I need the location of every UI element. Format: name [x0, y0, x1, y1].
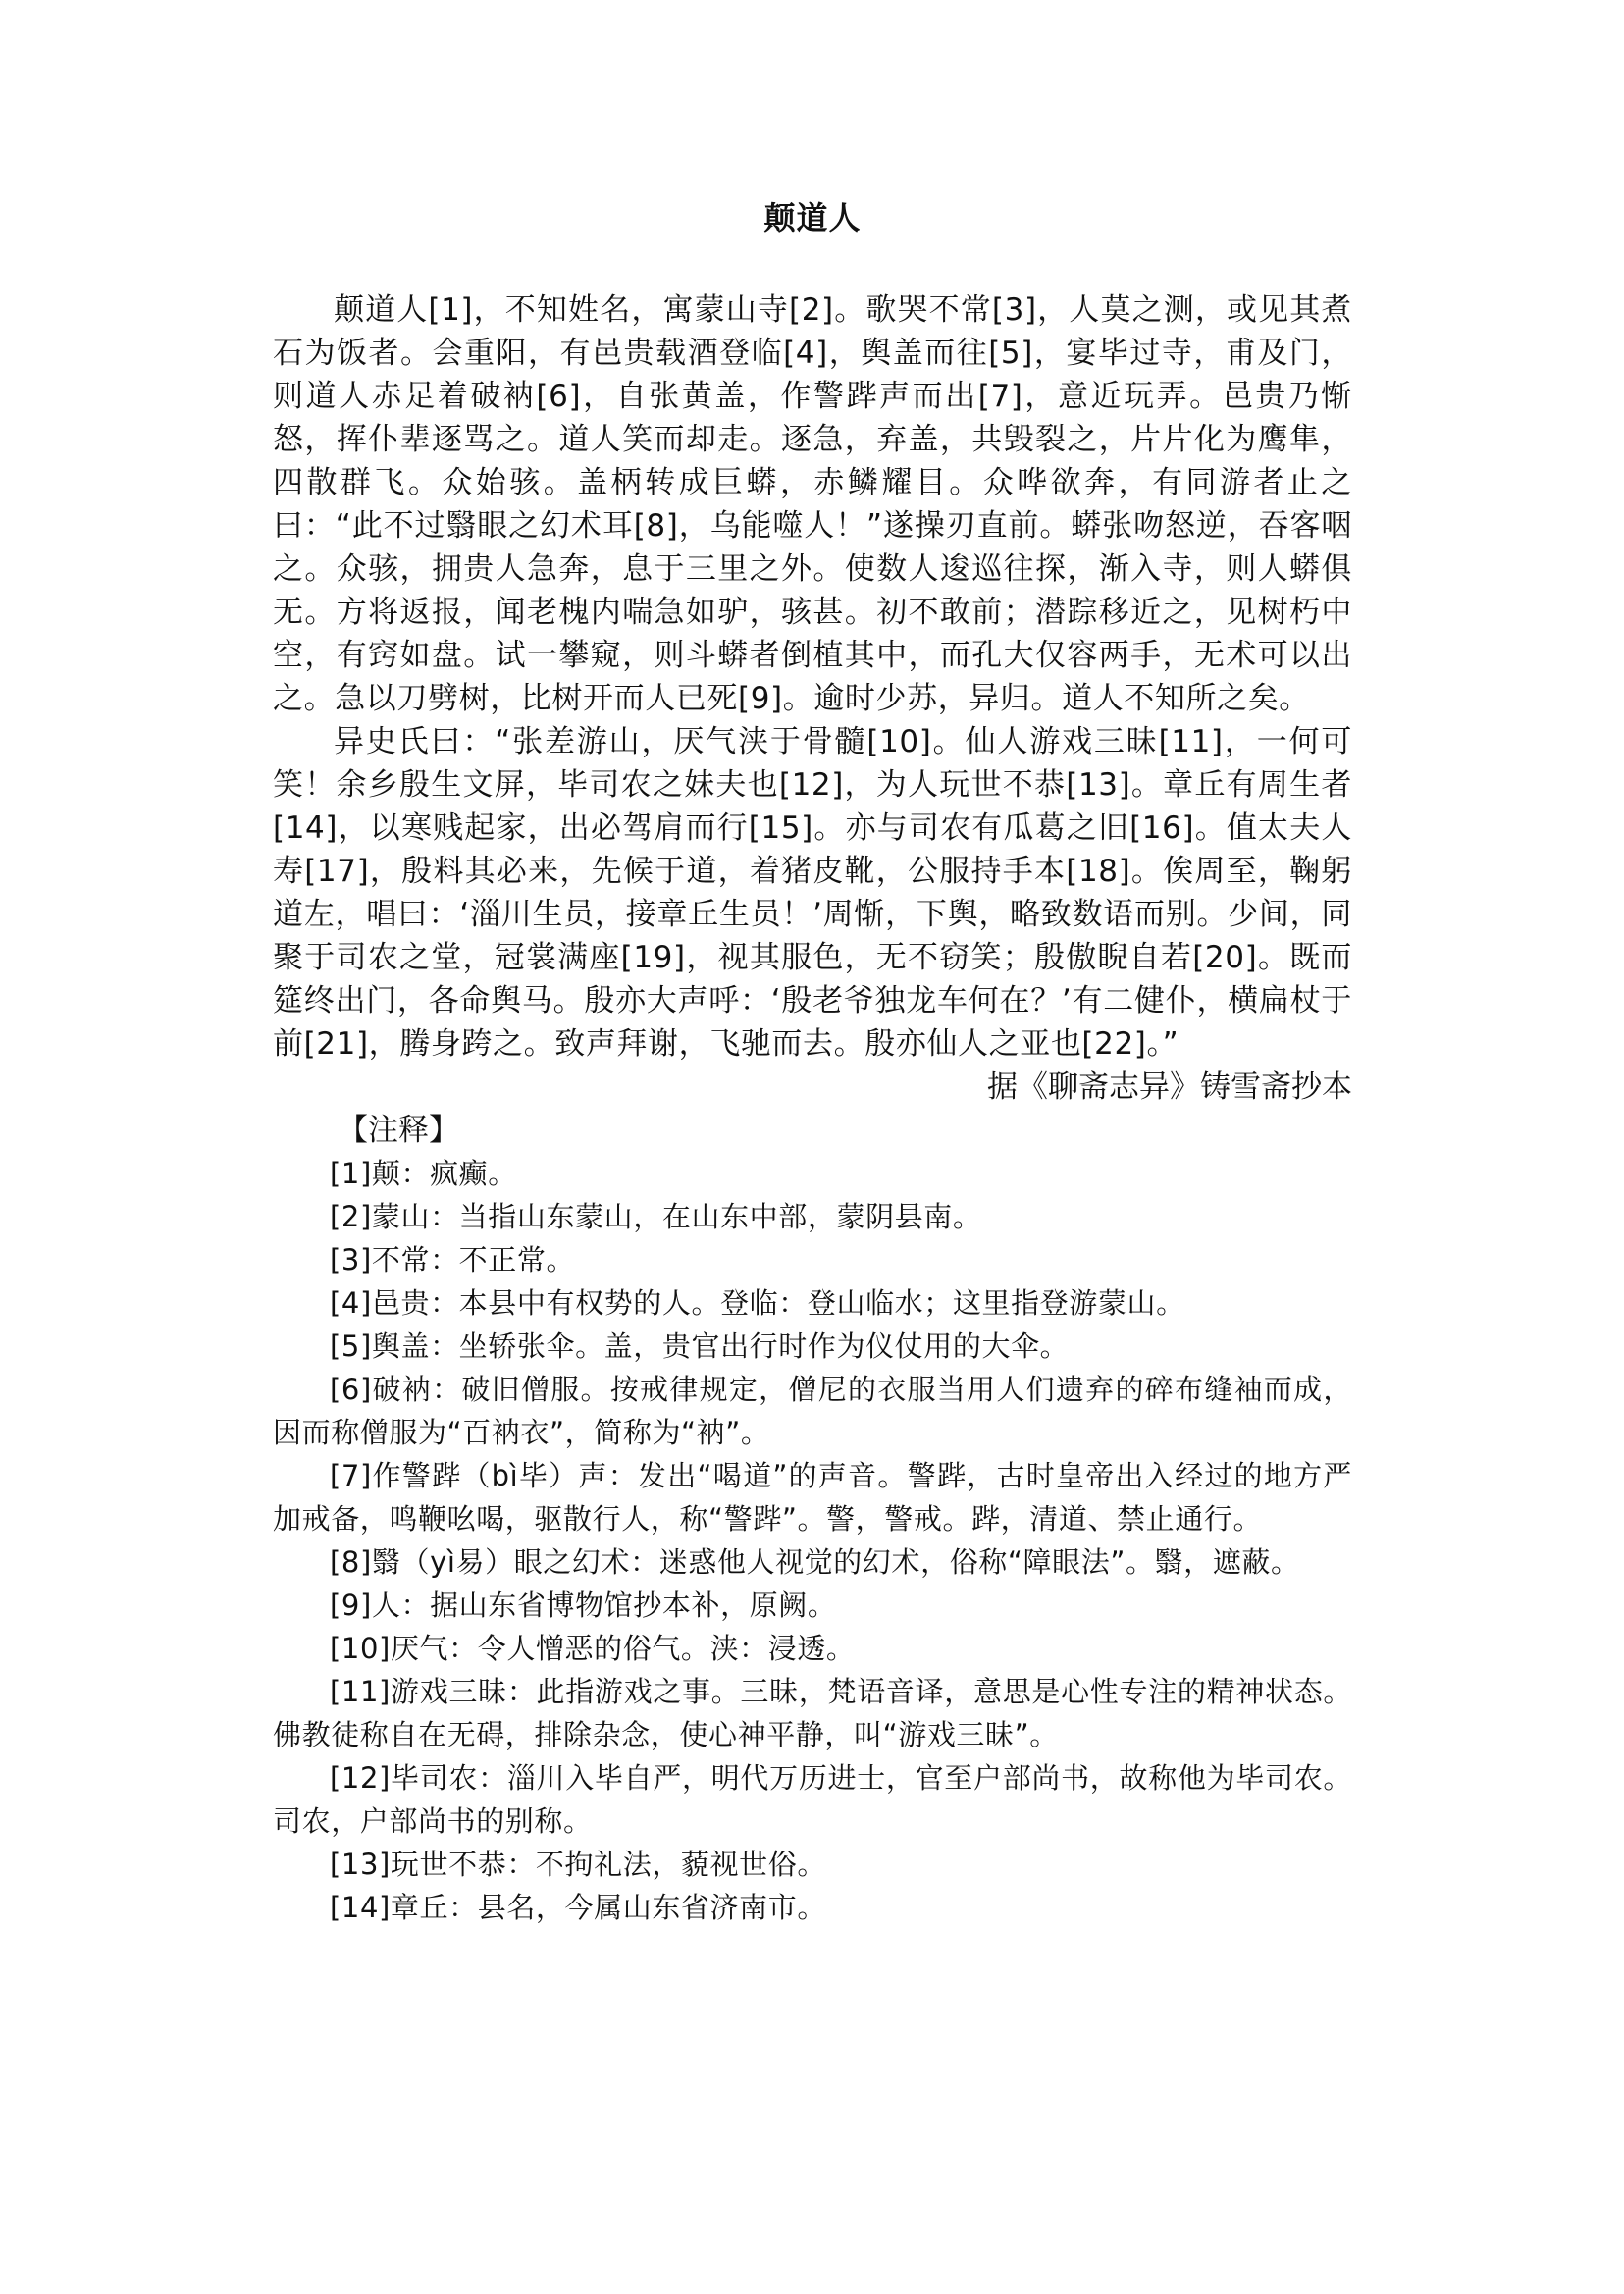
note-item: [9]人：据山东省博物馆抄本补，原阙。	[330, 1589, 837, 1622]
commentary-paragraph: 异史氏曰：“张差游山，厌气浃于骨髓[10]。仙人游戏三昧[11]，一何可笑！余乡殷生文屏，毕司农之妹夫也[12]，为人玩世不恭[13]。章丘有周生者[14]，以寒贱起家，出必驾肩而行[15]。亦与司农有瓜葛之旧[16]。值太夫人寿[17]，殷料其必来，先候于道，着猪皮靴，公服持手本[18]。俟周至，鞠躬道左，唱曰：‘淄川生员，接章丘生员！’周惭，下舆，略致数语而别。少间，同聚于司农之堂，冠裳满座[19]，视其服色，无不窃笑；殷傲睨自若[20]。既而筵终出门，各命舆马。殷亦大声呼：‘殷老爷独龙车何在？’有二健仆，横扁杖于前[21]，腾身跨之。致声拜谢，飞驰而去。殷亦仙人之亚也[22]。”	[273, 724, 1352, 1062]
note-item: [11]游戏三昧：此指游戏之事。三昧，梵语音译，意思是心性专注的精神状态。佛教徒称自在无碍，排除杂念，使心神平静，叫“游戏三昧”。	[273, 1675, 1352, 1751]
source-citation: 据《聊斋志异》铸雪斋抄本	[987, 1069, 1352, 1105]
notes-list	[273, 1152, 1352, 1929]
note-item: [10]厌气：令人憎恶的俗气。浃：浸透。	[330, 1632, 856, 1665]
document-title: 颠道人	[763, 199, 862, 236]
note-item: [1]颠：疯癫。	[330, 1157, 517, 1190]
note-item: [8]翳（yì易）眼之幻术：迷惑他人视觉的幻术，俗称“障眼法”。翳，遮蔽。	[330, 1545, 1300, 1579]
note-item: [5]舆盖：坐轿张伞。盖，贵官出行时作为仪仗用的大伞。	[330, 1329, 1070, 1363]
note-item: [2]蒙山：当指山东蒙山，在山东中部，蒙阴县南。	[330, 1200, 982, 1233]
story-paragraph: 颠道人[1]，不知姓名，寓蒙山寺[2]。歌哭不常[3]，人莫之测，或见其煮石为饭者。会重阳，有邑贵载酒登临[4]，舆盖而往[5]，宴毕过寺，甫及门，则道人赤足着破衲[6]，自张黄盖，作警跸声而出[7]，意近玩弄。邑贵乃惭怒，挥仆辈逐骂之。道人笑而却走。逐急，弃盖，共毁裂之，片片化为鹰隼，四散群飞。众始骇。盖柄转成巨蟒，赤鳞耀目。众哗欲奔，有同游者止之曰：“此不过翳眼之幻术耳[8]，乌能噬人！”遂操刃直前。蟒张吻怒逆，吞客咽之。众骇，拥贵人急奔，息于三里之外。使数人逡巡往探，渐入寺，则人蟒俱无。方将返报，闻老槐内喘急如驴，骇甚。初不敢前；潜踪移近之，见树朽中空，有窍如盘。试一攀窥，则斗蟒者倒植其中，而孔大仅容两手，无术可以出之。急以刀劈树，比树开而人已死[9]。逾时少苏，异归。道人不知所之矣。	[273, 292, 1352, 716]
note-item: [6]破衲：破旧僧服。按戒律规定，僧尼的衣服当用人们遗弃的碎布缝袖而成，因而称僧服为“百衲衣”，简称为“衲”。	[273, 1373, 1352, 1449]
note-item: [13]玩世不恭：不拘礼法，藐视世俗。	[330, 1848, 826, 1881]
note-item: [7]作警跸（bì毕）声：发出“喝道”的声音。警跸，古时皇帝出入经过的地方严加戒备，鸣鞭吆喝，驱散行人，称“警跸”。警，警戒。跸，清道、禁止通行。	[273, 1459, 1352, 1536]
document-page	[273, 196, 1352, 1929]
note-item: [12]毕司农：淄川入毕自严，明代万历进士，官至户部尚书，故称他为毕司农。司农，户部尚书的别称。	[273, 1761, 1352, 1838]
note-item: [4]邑贵：本县中有权势的人。登临：登山临水；这里指登游蒙山。	[330, 1286, 1185, 1320]
note-item: [3]不常：不正常。	[330, 1243, 576, 1277]
note-item: [14]章丘：县名，今属山东省济南市。	[330, 1891, 826, 1924]
notes-heading: 【注释】	[338, 1113, 459, 1148]
